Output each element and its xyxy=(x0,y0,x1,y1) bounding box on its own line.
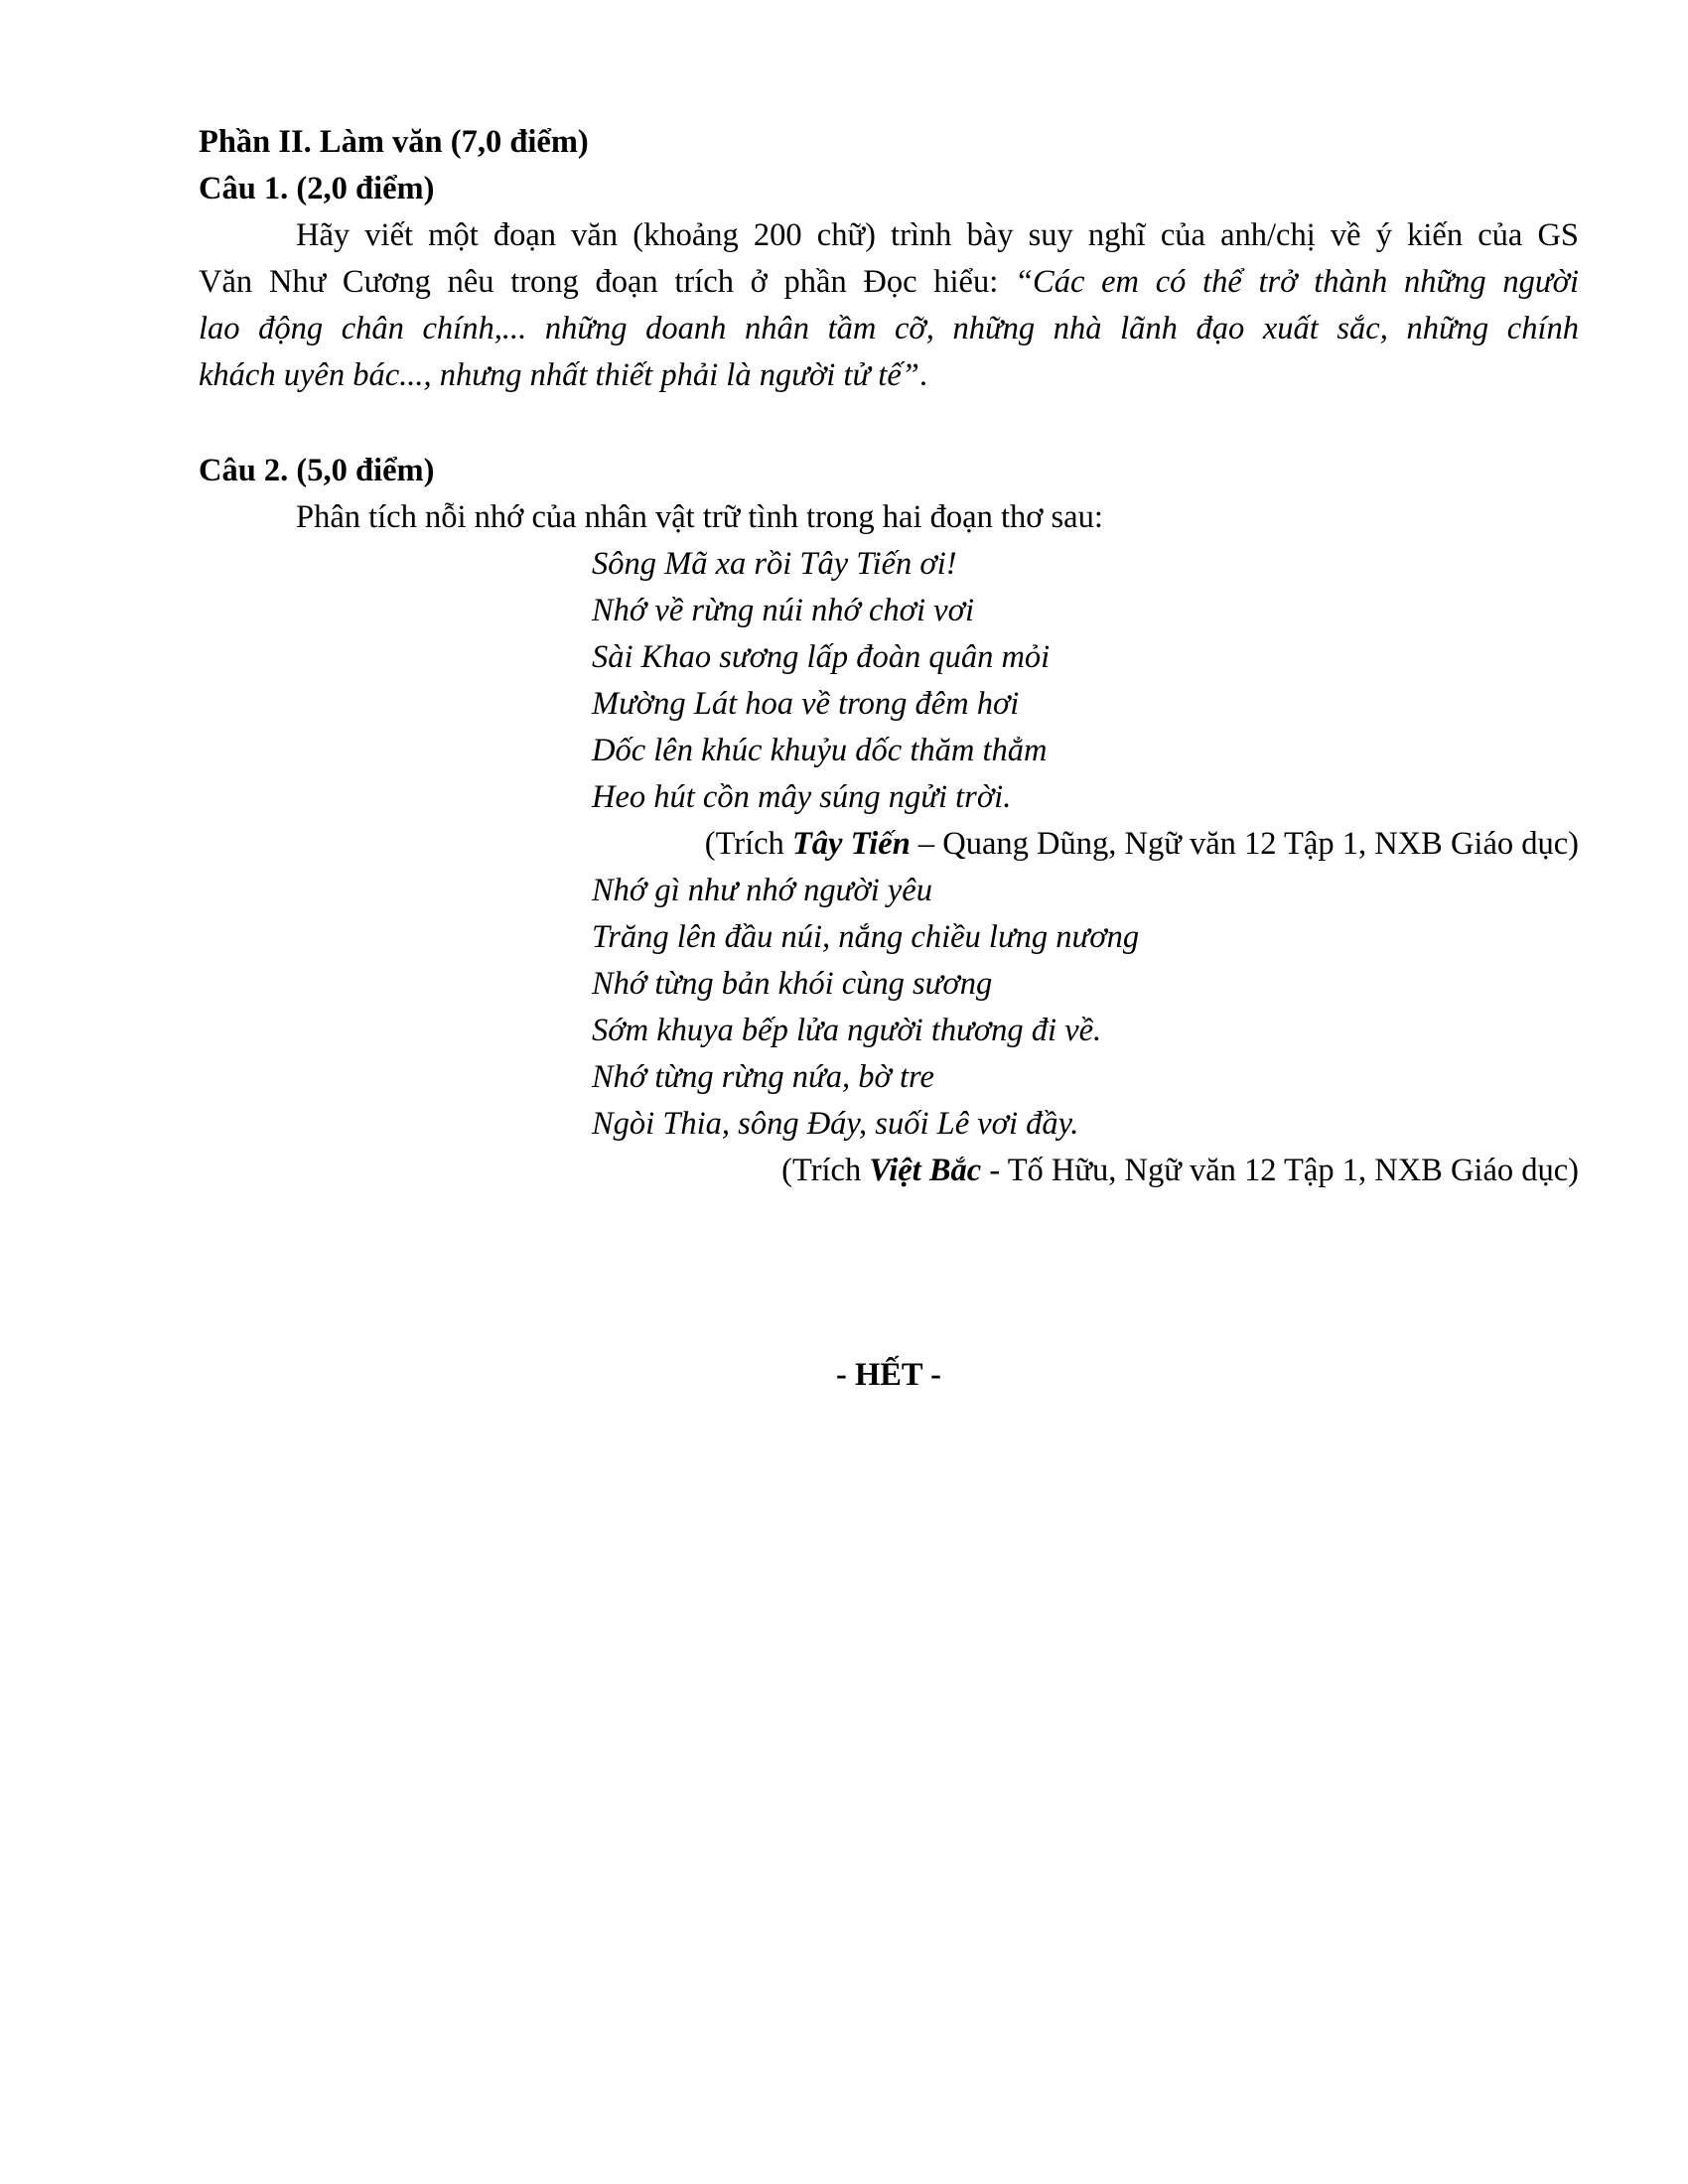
poem-2-line: Trăng lên đầu núi, nắng chiều lưng nương xyxy=(592,919,1140,955)
poem-1-line: Sông Mã xa rồi Tây Tiến ơi! xyxy=(592,546,957,582)
question-1-line-4 xyxy=(199,352,927,398)
poem-1-line: Dốc lên khúc khuỷu dốc thăm thẳm xyxy=(592,733,1048,768)
question-2-title: Câu 2. (5,0 điểm) xyxy=(199,453,435,488)
source-1-title: Tây Tiến xyxy=(791,826,911,862)
quote-end-period: . xyxy=(918,357,927,393)
source-2-suffix: - Tố Hữu, Ngữ văn 12 Tập 1, NXB Giáo dục) xyxy=(981,1153,1579,1188)
poem-1-line: Nhớ về rừng núi nhớ chơi vơi xyxy=(592,593,974,628)
poem-1-source xyxy=(199,821,1579,867)
poem-1-line: Sài Khao sương lấp đoàn quân mỏi xyxy=(592,639,1051,675)
source-2-prefix: (Trích xyxy=(781,1153,870,1188)
question-1-title: Câu 1. (2,0 điểm) xyxy=(199,171,435,206)
source-1-prefix: (Trích xyxy=(704,826,792,862)
section-heading: Phần II. Làm văn (7,0 điểm) xyxy=(199,124,589,160)
question-1-line-2-text: Văn Như Cương nêu trong đoạn trích ở phần Đọc hiểu: xyxy=(199,264,1015,300)
poem-2-line: Nhớ từng bản khói cùng sương xyxy=(592,966,993,1002)
end-mark: - HẾT - xyxy=(836,1357,941,1393)
poem-2-line: Nhớ từng rừng nứa, bờ tre xyxy=(592,1059,934,1095)
question-2-prompt: Phân tích nỗi nhớ của nhân vật trữ tình trong hai đoạn thơ sau: xyxy=(296,499,1103,535)
quote-end: khách uyên bác..., nhưng nhất thiết phải là người tử tế” xyxy=(199,357,919,393)
question-1-line-1: Hãy viết một đoạn văn (khoảng 200 chữ) trình bày suy nghĩ của anh/chị về ý kiến của GS xyxy=(296,217,1579,253)
poem-2-line: Ngòi Thia, sông Đáy, suối Lê vơi đầy. xyxy=(592,1106,1079,1142)
quote-start: “Các em có thể trở thành những người xyxy=(1014,264,1579,300)
poem-1-line: Heo hút cồn mây súng ngửi trời. xyxy=(592,779,1012,815)
source-2-title: Việt Bắc xyxy=(869,1153,982,1188)
poem-1-line: Mường Lát hoa về trong đêm hơi xyxy=(592,686,1020,722)
question-1-line-3: lao động chân chính,... những doanh nhân tầm cỡ, những nhà lãnh đạo xuất sắc, những chính xyxy=(199,311,1579,346)
poem-2-line: Nhớ gì như nhớ người yêu xyxy=(592,873,932,908)
source-1-suffix: – Quang Dũng, Ngữ văn 12 Tập 1, NXB Giáo dục) xyxy=(910,826,1579,862)
poem-2-source xyxy=(199,1148,1579,1193)
question-1-line-2 xyxy=(199,259,1579,305)
poem-2-line: Sớm khuya bếp lửa người thương đi về. xyxy=(592,1013,1102,1048)
